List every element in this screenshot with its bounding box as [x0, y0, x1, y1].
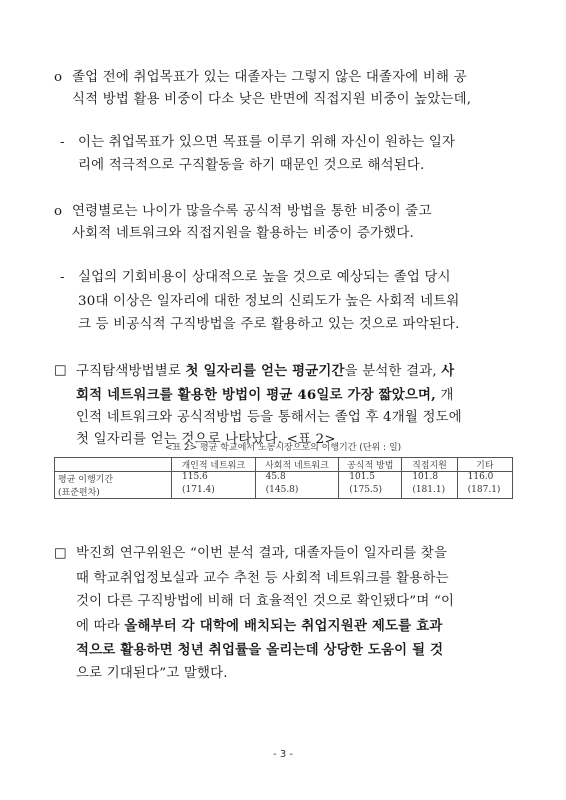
sd-cell: (187.1): [457, 485, 512, 499]
emphasis: 회적 네트워크를 활용한 방법이 평균 46일로 가장 짧았으며,: [76, 387, 437, 403]
table-header-row: [55, 458, 513, 472]
sd-cell: (145.8): [255, 485, 339, 499]
text-line: 것이 다른 구직방법에 비해 더 효율적인 것으로 확인됐다”며 “이: [76, 594, 455, 609]
text-line: 박진희 연구위원은 “이번 분석 결과, 대졸자들이 일자리를 찾을: [76, 546, 448, 561]
mean-cell: 115.6: [172, 472, 256, 486]
text-line: 때 학교취업정보실과 교수 추천 등 사회적 네트워크를 활용하는: [76, 571, 449, 586]
text-line: 연령별로는 나이가 많을수록 공식적 방법을 통한 비중이 줄고: [72, 204, 432, 219]
bullet-marker: o: [54, 204, 63, 219]
table-row: [55, 472, 513, 486]
text-line: 적으로 활용하면 청년 취업률을 올리는데 상당한 도움이 될 것: [76, 642, 444, 658]
dash-marker: -: [60, 135, 65, 150]
page-number: - 3 -: [273, 749, 293, 760]
sd-cell: (181.1): [402, 485, 457, 499]
text-line: 실업의 기회비용이 상대적으로 높을 것으로 예상되는 졸업 당시: [78, 270, 451, 285]
bullet-marker: o: [54, 70, 63, 85]
table-header-cell: 직접지원: [402, 458, 457, 472]
table-header-cell: 공식적 방법: [339, 458, 402, 472]
mean-cell: 116.0: [457, 472, 512, 486]
text-line: 첫 일자리를 얻는 것으로 나타났다. <표 2>: [76, 432, 336, 447]
transition-period-table: [54, 457, 513, 499]
dash-marker: -: [60, 270, 65, 285]
box-marker: □: [54, 546, 67, 561]
text-line: 인적 네트워크와 공식적방법 등을 통해서는 졸업 후 4개월 정도에: [76, 410, 462, 425]
text-line: 크 등 비공식적 구직방법을 주로 활용하고 있는 것으로 파악된다.: [78, 317, 460, 332]
mean-cell: 45.8: [255, 472, 339, 486]
text-line: 리에 적극적으로 구직활동을 하기 때문인 것으로 해석된다.: [78, 158, 425, 173]
text-line: 구직탐색방법별로 첫 일자리를 얻는 평균기간을 분석한 결과, 사: [76, 363, 455, 379]
row-label: (표준편차): [55, 485, 172, 499]
mean-cell: 101.5: [339, 472, 402, 486]
table-header-cell: 개인적 네트워크: [172, 458, 256, 472]
text-line: 사회적 네트워크와 직접지원을 활용하는 비중이 증가했다.: [72, 226, 414, 241]
table-header-cell: [55, 458, 172, 472]
mean-cell: 101.8: [402, 472, 457, 486]
text-line: 식적 방법 활용 비중이 다소 낮은 반면에 직접지원 비중이 높았는데,: [72, 92, 472, 107]
table-row: [55, 485, 513, 499]
text-line: 에 따라 올해부터 각 대학에 배치되는 취업지원관 제도를 효과: [76, 618, 443, 634]
text-line: 회적 네트워크를 활용한 방법이 평균 46일로 가장 짧았으며, 개: [76, 387, 454, 403]
text-line: 30대 이상은 일자리에 대한 정보의 신뢰도가 높은 사회적 네트워: [78, 294, 460, 309]
emphasis: 올해부터 각 대학에 배치되는 취업지원관 제도를 효과: [124, 618, 443, 634]
box-marker: □: [54, 363, 67, 378]
row-label: 평균 이행기간: [55, 472, 172, 486]
table-caption: <표 2> 평균 학교에서 노동시장으로의 이행기간 (단위 : 일): [164, 443, 402, 453]
sd-cell: (175.5): [339, 485, 402, 499]
table-header-cell: 사회적 네트워크: [255, 458, 339, 472]
emphasis: 첫 일자리를 얻는 평균기간: [185, 363, 345, 379]
emphasis: 사: [441, 363, 455, 379]
text-line: 으로 기대된다”고 말했다.: [76, 666, 228, 681]
table-header-cell: 기타: [457, 458, 512, 472]
text-line: 이는 취업목표가 있으면 목표를 이루기 위해 자신이 원하는 일자: [78, 135, 456, 150]
text-line: 졸업 전에 취업목표가 있는 대졸자는 그렇지 않은 대졸자에 비해 공: [72, 70, 467, 85]
sd-cell: (171.4): [172, 485, 256, 499]
